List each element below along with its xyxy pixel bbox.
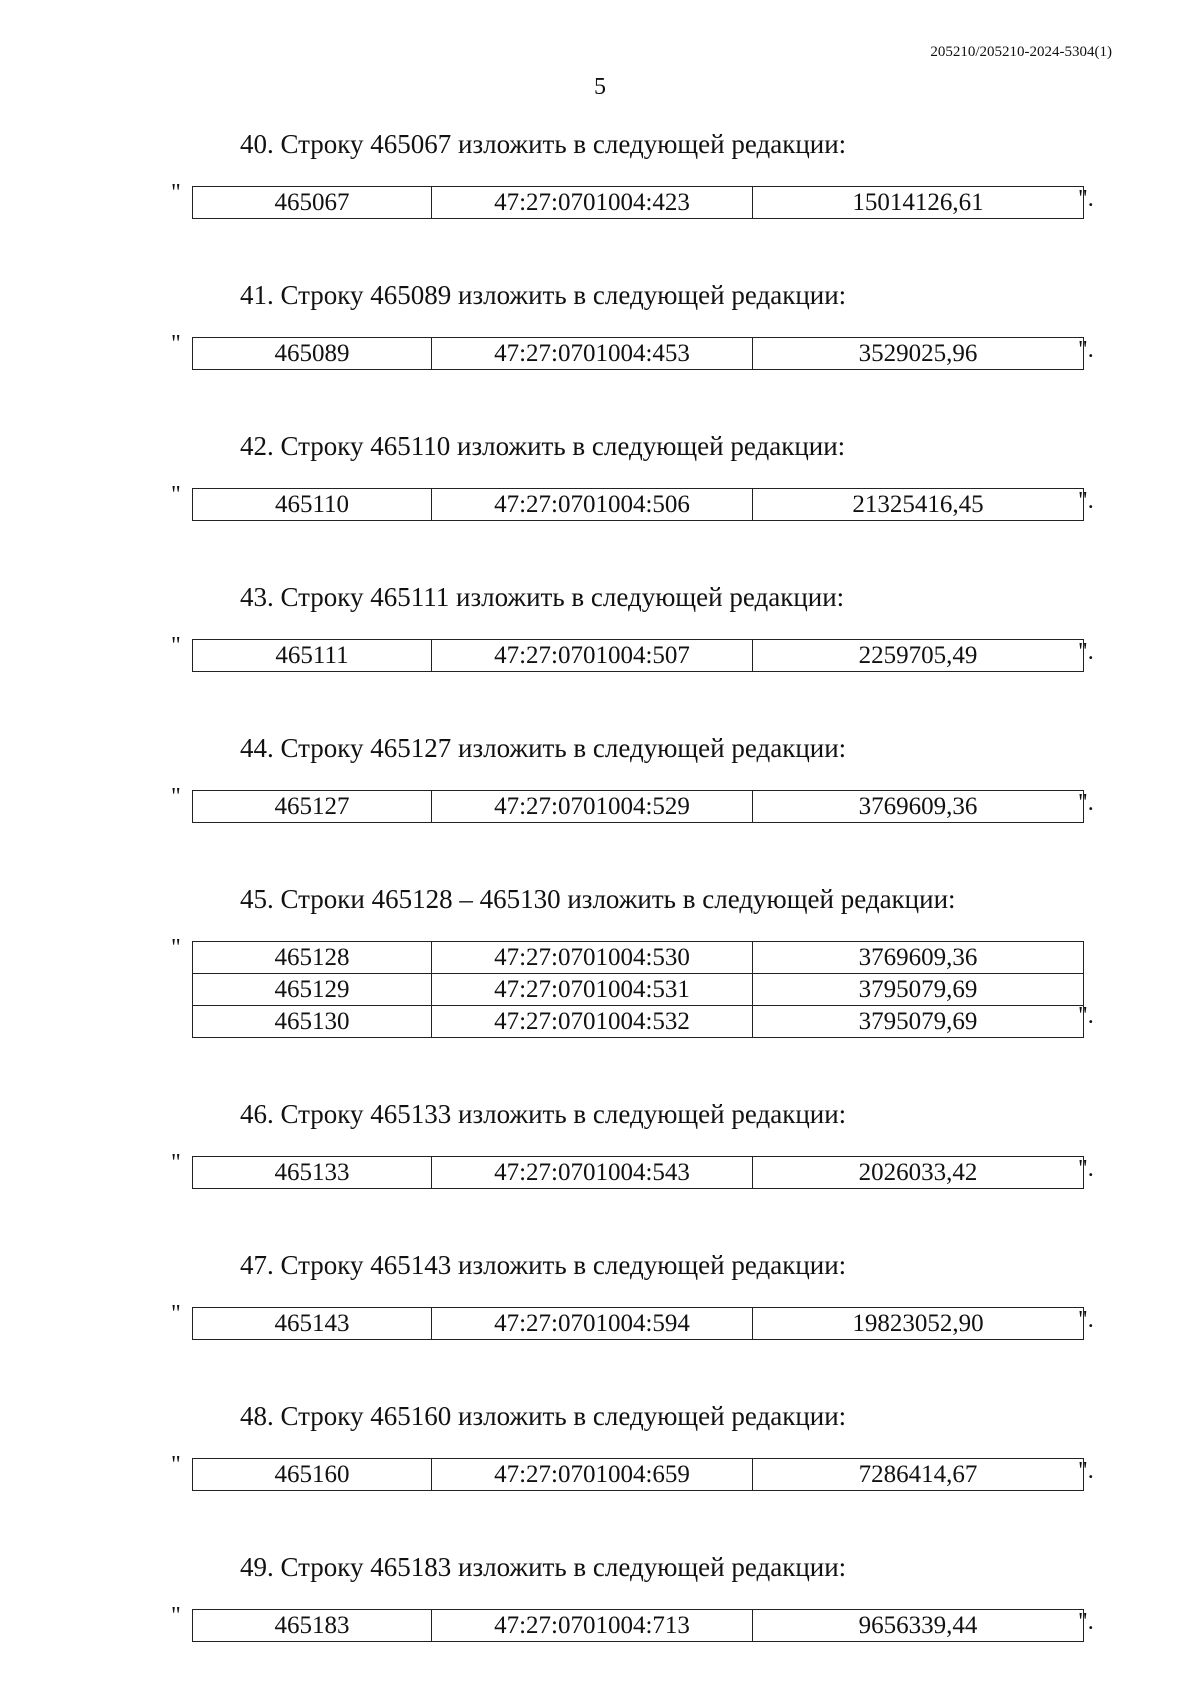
amendment-table-wrap: [0, 633, 1200, 672]
amendment-table-wrap: [0, 331, 1200, 370]
row-number-cell: 465160: [193, 1459, 432, 1491]
table-row: [193, 1157, 1084, 1189]
amendment-item: [0, 1547, 1200, 1698]
amendment-heading: 47. Строку 465143 изложить в следующей редакции:: [240, 1250, 847, 1280]
closing-quote: ".: [1078, 1156, 1094, 1182]
table-row: [193, 338, 1084, 370]
closing-quote: ".: [1078, 1458, 1094, 1484]
amendment-table: [192, 941, 1084, 1038]
amendment-table: [192, 1156, 1084, 1189]
row-number-cell: 465127: [193, 791, 432, 823]
amendment-table: [192, 639, 1084, 672]
cadastral-number-cell: 47:27:0701004:453: [432, 338, 753, 370]
amendment-item: [0, 426, 1200, 577]
value-cell: 3769609,36: [753, 942, 1084, 974]
value-cell: 9656339,44: [753, 1610, 1084, 1642]
amendment-heading: 42. Строку 465110 изложить в следующей редакции:: [240, 431, 846, 461]
value-cell: 7286414,67: [753, 1459, 1084, 1491]
amendment-heading: 43. Строку 465111 изложить в следующей редакции:: [240, 582, 845, 612]
amendment-heading: 46. Строку 465133 изложить в следующей редакции:: [240, 1099, 847, 1129]
closing-quote: ".: [1078, 1609, 1094, 1635]
amendment-item: [0, 1396, 1200, 1547]
opening-quote: ": [171, 1301, 181, 1327]
cadastral-number-cell: 47:27:0701004:594: [432, 1308, 753, 1340]
row-number-cell: 465183: [193, 1610, 432, 1642]
amendment-table: [192, 1307, 1084, 1340]
table-row: [193, 187, 1084, 219]
amendment-item: [0, 577, 1200, 728]
row-number-cell: 465130: [193, 1006, 432, 1038]
table-row: [193, 640, 1084, 672]
amendment-table: [192, 790, 1084, 823]
amendment-table-wrap: [0, 1603, 1200, 1642]
row-number-cell: 465110: [193, 489, 432, 521]
closing-quote: ".: [1078, 639, 1094, 665]
amendment-list: [0, 124, 1200, 1698]
table-row: [193, 942, 1084, 974]
closing-quote: ".: [1078, 1307, 1094, 1333]
table-row: [193, 1308, 1084, 1340]
table-row: [193, 1459, 1084, 1491]
row-number-cell: 465128: [193, 942, 432, 974]
amendment-table-wrap: [0, 482, 1200, 521]
cadastral-number-cell: 47:27:0701004:530: [432, 942, 753, 974]
value-cell: 19823052,90: [753, 1308, 1084, 1340]
amendment-table-wrap: [0, 1452, 1200, 1491]
amendment-table: [192, 1609, 1084, 1642]
table-row: [193, 1006, 1084, 1038]
opening-quote: ": [171, 1452, 181, 1478]
row-number-cell: 465067: [193, 187, 432, 219]
row-number-cell: 465089: [193, 338, 432, 370]
closing-quote: ".: [1078, 186, 1094, 212]
cadastral-number-cell: 47:27:0701004:531: [432, 974, 753, 1006]
amendment-heading: 44. Строку 465127 изложить в следующей редакции:: [240, 733, 847, 763]
table-row: [193, 1610, 1084, 1642]
value-cell: 3529025,96: [753, 338, 1084, 370]
closing-quote: ".: [1078, 790, 1094, 816]
amendment-table: [192, 337, 1084, 370]
amendment-table-wrap: [0, 1301, 1200, 1340]
value-cell: 3795079,69: [753, 1006, 1084, 1038]
amendment-item: [0, 275, 1200, 426]
row-number-cell: 465143: [193, 1308, 432, 1340]
page-number: 5: [594, 74, 606, 100]
closing-quote: ".: [1078, 1003, 1094, 1029]
closing-quote: ".: [1078, 488, 1094, 514]
value-cell: 2259705,49: [753, 640, 1084, 672]
value-cell: 3769609,36: [753, 791, 1084, 823]
opening-quote: ": [171, 1150, 181, 1176]
amendment-heading: 45. Строки 465128 – 465130 изложить в следующей редакции:: [240, 884, 956, 914]
value-cell: 3795079,69: [753, 974, 1084, 1006]
row-number-cell: 465133: [193, 1157, 432, 1189]
opening-quote: ": [171, 482, 181, 508]
table-row: [193, 489, 1084, 521]
amendment-heading: 41. Строку 465089 изложить в следующей редакции:: [240, 280, 847, 310]
cadastral-number-cell: 47:27:0701004:423: [432, 187, 753, 219]
amendment-item: [0, 728, 1200, 879]
opening-quote: ": [171, 784, 181, 810]
amendment-table-wrap: [0, 784, 1200, 823]
table-row: [193, 791, 1084, 823]
amendment-heading: 49. Строку 465183 изложить в следующей редакции:: [240, 1552, 847, 1582]
amendment-heading: 40. Строку 465067 изложить в следующей редакции:: [240, 129, 847, 159]
amendment-table-wrap: [0, 935, 1200, 1038]
amendment-item: [0, 879, 1200, 1094]
opening-quote: ": [171, 633, 181, 659]
opening-quote: ": [171, 935, 181, 961]
amendment-table: [192, 186, 1084, 219]
amendment-item: [0, 124, 1200, 275]
value-cell: 15014126,61: [753, 187, 1084, 219]
amendment-table-wrap: [0, 1150, 1200, 1189]
value-cell: 21325416,45: [753, 489, 1084, 521]
table-row: [193, 974, 1084, 1006]
opening-quote: ": [171, 180, 181, 206]
amendment-table-wrap: [0, 180, 1200, 219]
cadastral-number-cell: 47:27:0701004:507: [432, 640, 753, 672]
value-cell: 2026033,42: [753, 1157, 1084, 1189]
amendment-item: [0, 1094, 1200, 1245]
opening-quote: ": [171, 331, 181, 357]
row-number-cell: 465111: [193, 640, 432, 672]
amendment-heading: 48. Строку 465160 изложить в следующей редакции:: [240, 1401, 847, 1431]
opening-quote: ": [171, 1603, 181, 1629]
document-id: 205210/205210-2024-5304(1): [930, 44, 1112, 60]
cadastral-number-cell: 47:27:0701004:529: [432, 791, 753, 823]
cadastral-number-cell: 47:27:0701004:532: [432, 1006, 753, 1038]
cadastral-number-cell: 47:27:0701004:659: [432, 1459, 753, 1491]
cadastral-number-cell: 47:27:0701004:506: [432, 489, 753, 521]
amendment-item: [0, 1245, 1200, 1396]
amendment-table: [192, 488, 1084, 521]
amendment-table: [192, 1458, 1084, 1491]
cadastral-number-cell: 47:27:0701004:713: [432, 1610, 753, 1642]
closing-quote: ".: [1078, 337, 1094, 363]
cadastral-number-cell: 47:27:0701004:543: [432, 1157, 753, 1189]
row-number-cell: 465129: [193, 974, 432, 1006]
